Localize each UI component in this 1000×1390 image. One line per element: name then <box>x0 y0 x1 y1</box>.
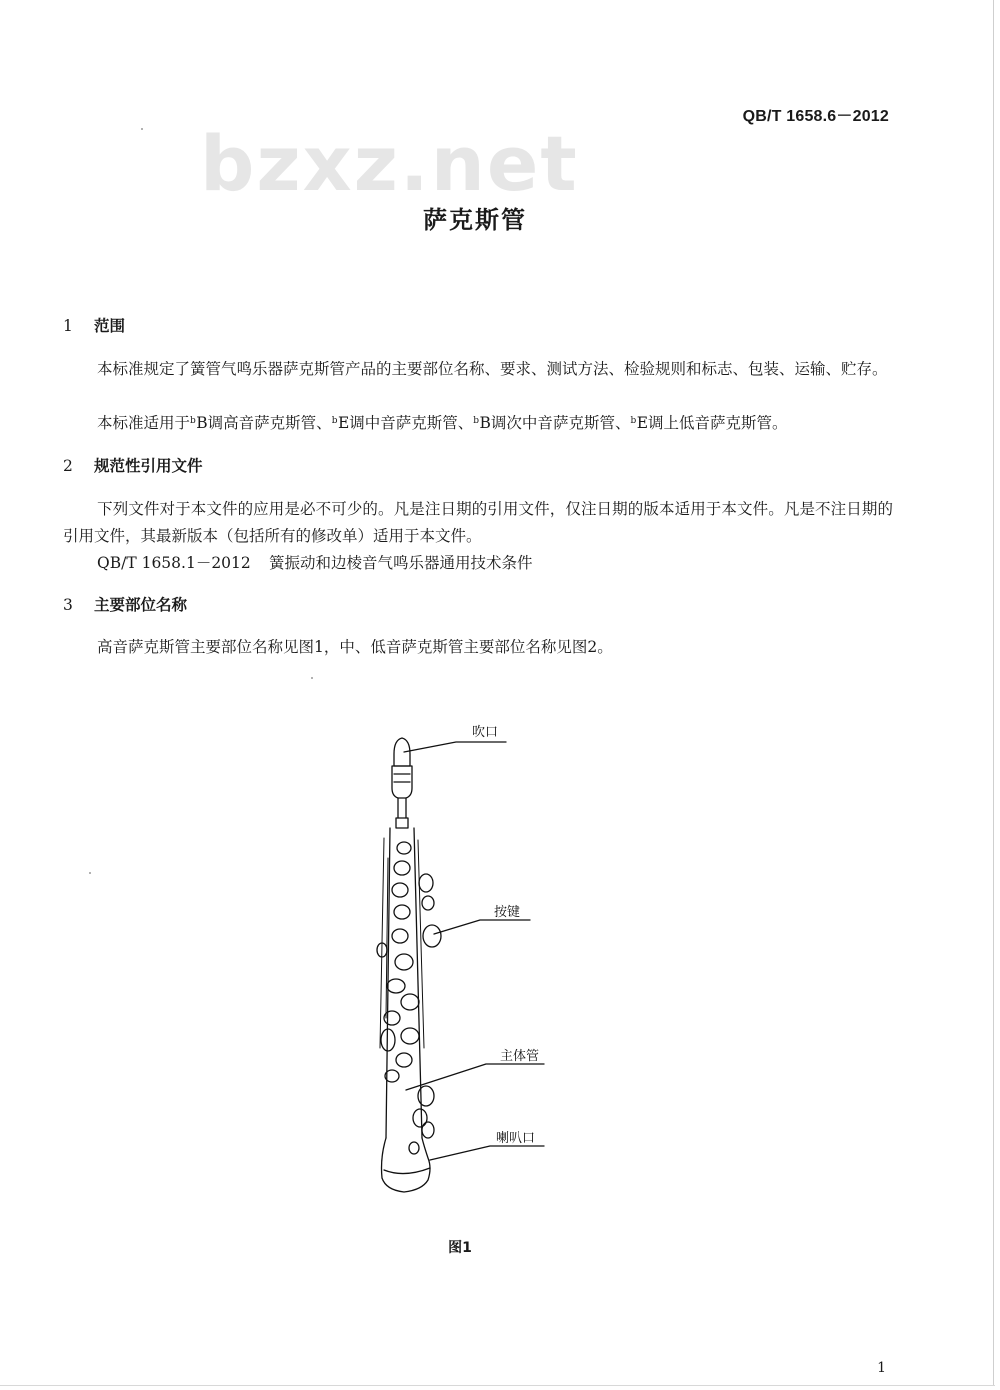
section-1-paragraph-1 <box>63 356 893 383</box>
scan-speck <box>311 677 313 679</box>
reference-code: QB/T 1658.1－2012 <box>97 554 251 572</box>
keys-label: 按键 <box>494 905 521 920</box>
flat-symbol: b <box>473 416 480 426</box>
reference-title: 簧振动和边棱音气鸣乐器通用技术条件 <box>269 554 533 572</box>
saxophone-drawing <box>330 718 580 1208</box>
section-3-heading <box>63 593 187 615</box>
section-2-title: 规范性引用文件 <box>94 457 203 475</box>
section-1-heading <box>63 314 125 336</box>
normative-text: 下列文件对于本文件的应用是必不可少的。凡是注日期的引用文件，仅注日期的版本适用于本文件。凡是不注日期的引用文件，其最新版本（包括所有的修改单）适用于本文件。 <box>63 500 893 545</box>
page-edge-bottom <box>0 1385 995 1386</box>
section-1-paragraph-2 <box>63 410 893 437</box>
mouthpiece-label: 吹口 <box>472 725 499 740</box>
mouthpiece-leader <box>404 742 506 752</box>
section-3-number: 3 <box>63 596 73 614</box>
applies-part-2: E调中音萨克斯管、 <box>337 414 474 432</box>
figure-caption: 图1 <box>448 1240 472 1256</box>
applies-lead: 本标准适用于 <box>97 414 191 432</box>
saxophone-figure <box>330 718 580 1208</box>
bell-leader <box>430 1146 544 1160</box>
flat-symbol: b <box>190 416 196 426</box>
document-title: 萨克斯管 <box>423 206 527 234</box>
body-tube-label: 主体管 <box>500 1049 540 1064</box>
scope-text: 本标准规定了簧管气鸣乐器萨克斯管产品的主要部位名称、要求、测试方法、检验规则和标志、包装、运输、贮存。 <box>97 360 888 378</box>
section-1-number: 1 <box>63 317 73 335</box>
page-edge-right <box>993 0 994 1385</box>
scan-speck <box>89 872 91 874</box>
flat-symbol: b <box>630 416 637 426</box>
standard-code: QB/T 1658.6－2012 <box>742 108 889 125</box>
section-3-title: 主要部位名称 <box>94 596 188 614</box>
page-number: 1 <box>877 1360 886 1376</box>
watermark: bzxz.net <box>200 119 579 208</box>
keys-leader <box>434 920 530 934</box>
applies-part-4: E调上低音萨克斯管。 <box>636 414 788 432</box>
section-2-heading <box>63 454 203 476</box>
flat-symbol: b <box>331 416 338 426</box>
reference-entry <box>63 550 893 577</box>
bell-label: 喇叭口 <box>496 1131 536 1146</box>
section-3-paragraph-1 <box>63 634 893 661</box>
bell-shape <box>382 1138 431 1192</box>
applies-part-3: B调次中音萨克斯管、 <box>479 414 631 432</box>
parts-reference-text: 高音萨克斯管主要部位名称见图1，中、低音萨克斯管主要部位名称见图2。 <box>97 638 613 656</box>
applies-part-1: B调高音萨克斯管、 <box>196 414 332 432</box>
section-2-paragraph-1 <box>63 496 893 550</box>
scan-speck <box>141 128 143 130</box>
section-2-number: 2 <box>63 457 73 475</box>
mouthpiece-shape <box>394 738 410 766</box>
section-1-title: 范围 <box>94 317 126 335</box>
